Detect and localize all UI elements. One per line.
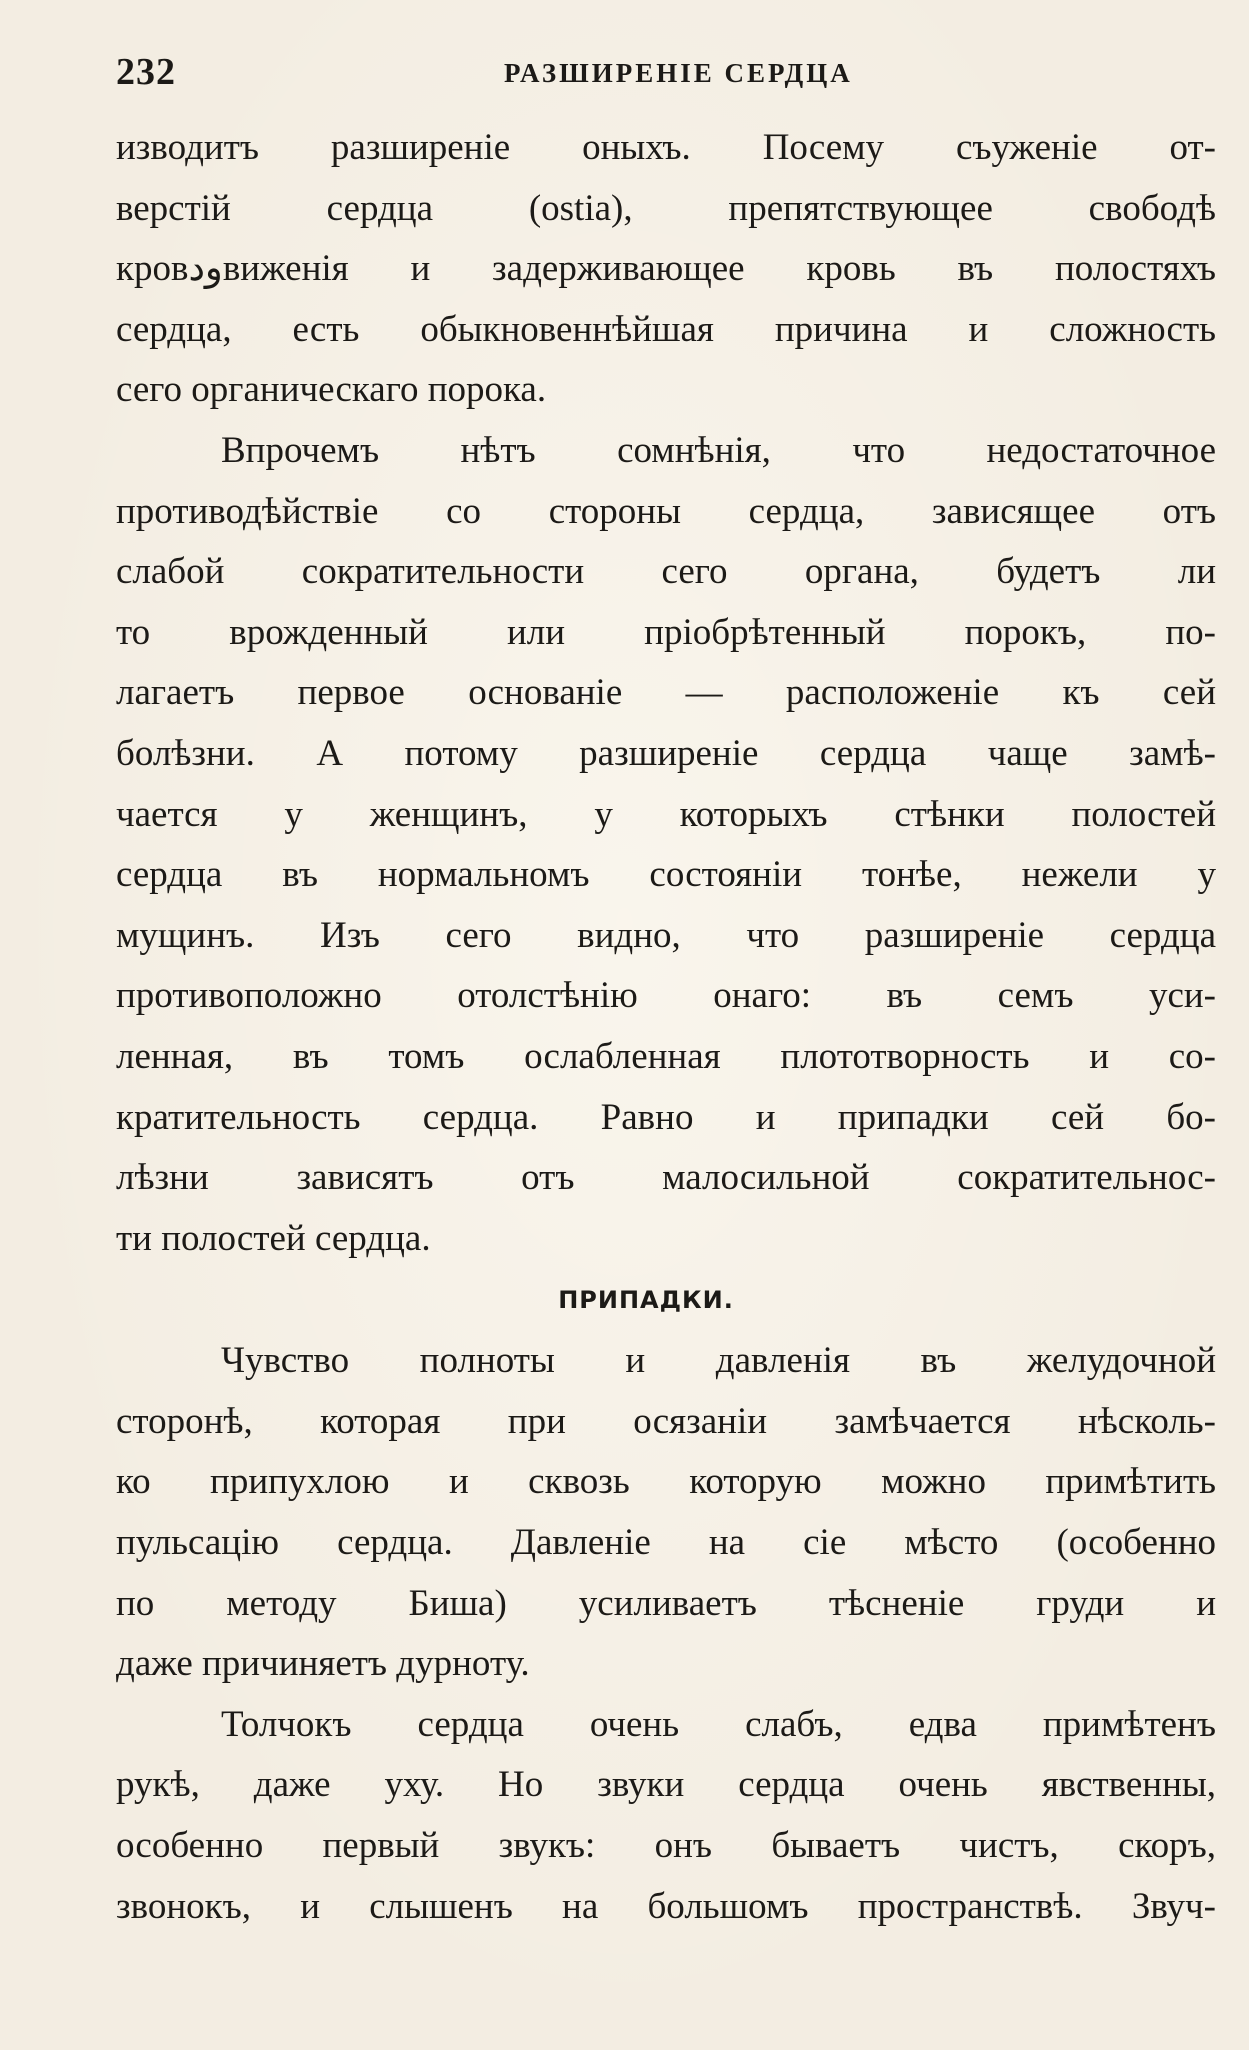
text-line: рукѣ, даже уху. Но звуки сердца очень явственны, (116, 1764, 1216, 1806)
text-line: сердца въ нормальномъ состояніи тонѣе, нежели у (116, 854, 1216, 896)
text-line: сторонѣ, которая при осязаніи замѣчается нѣсколь- (116, 1400, 1216, 1442)
text-line: пульсацію сердца. Давленіе на сіе мѣсто (особенно (116, 1522, 1216, 1564)
paragraph (116, 118, 1216, 421)
text-line: болѣзни. А потому разширеніе сердца чаще замѣ- (116, 732, 1216, 774)
text-line: ко припухлою и сквозь которую можно примѣтить (116, 1461, 1216, 1503)
text-line: мущинъ. Изъ сего видно, что разширеніе сердца (116, 914, 1216, 956)
text-line: изводитъ разширеніе оныхъ. Посему съуженіе от- (116, 127, 1216, 168)
paragraph (116, 1695, 1216, 1937)
text-line: противоположно отолстѣнію онаго: въ семъ уси- (116, 975, 1216, 1017)
text-line: Чувство полноты и давленія въ желудочной (221, 1340, 1216, 1382)
text-line: сердца, есть обыкновеннѣйшая причина и сложность (116, 308, 1216, 350)
page-number: 232 (116, 51, 176, 93)
text-line: противодѣйствіе со стороны сердца, зависящее отъ (116, 490, 1216, 532)
section-heading: ПРИПАДКИ. (558, 1286, 734, 1315)
text-line: чается у женщинъ, у которыхъ стѣнки полостей (116, 793, 1216, 835)
text-line: ленная, въ томъ ослабленная плототворность и со- (116, 1035, 1216, 1077)
text-line: особенно первый звукъ: онъ бываетъ чистъ, скоръ, (116, 1825, 1216, 1867)
page-header (116, 50, 1216, 110)
text-line: то врожденный или пріобрѣтенный порокъ, по- (116, 611, 1216, 653)
body-text (116, 118, 1216, 1937)
running-head: РАЗШИРЕНІЕ СЕРДЦА (504, 58, 853, 88)
text-line: сего органическаго порока. (116, 369, 547, 411)
text-line: верстій сердца (ostia), препятствующее свободѣ (116, 187, 1216, 229)
text-line: кратительность сердца. Равно и припадки сей бо- (116, 1096, 1216, 1138)
text-line: кровودвиженія и задерживающее кровь въ полостяхъ (116, 248, 1216, 290)
text-line: слабой сократительности сего органа, будетъ ли (116, 551, 1216, 593)
text-line: Толчокъ сердца очень слабъ, едва примѣтенъ (221, 1703, 1216, 1745)
text-line: лѣзни зависятъ отъ малосильной сократительнос- (116, 1157, 1216, 1199)
paragraph (116, 1331, 1216, 1695)
text-line: даже причиняетъ дурноту. (116, 1643, 530, 1685)
text-line: лагаетъ первое основаніе — расположеніе къ сей (116, 672, 1216, 714)
text-line: звонокъ, и слышенъ на большомъ пространствѣ. Звуч- (116, 1885, 1216, 1927)
text-line: ти полостей сердца. (116, 1217, 431, 1259)
text-line: по методу Биша) усиливаетъ тѣсненіе груди и (116, 1582, 1216, 1624)
paragraph (116, 421, 1216, 1269)
text-line: Впрочемъ нѣтъ сомнѣнія, что недостаточное (221, 429, 1216, 471)
